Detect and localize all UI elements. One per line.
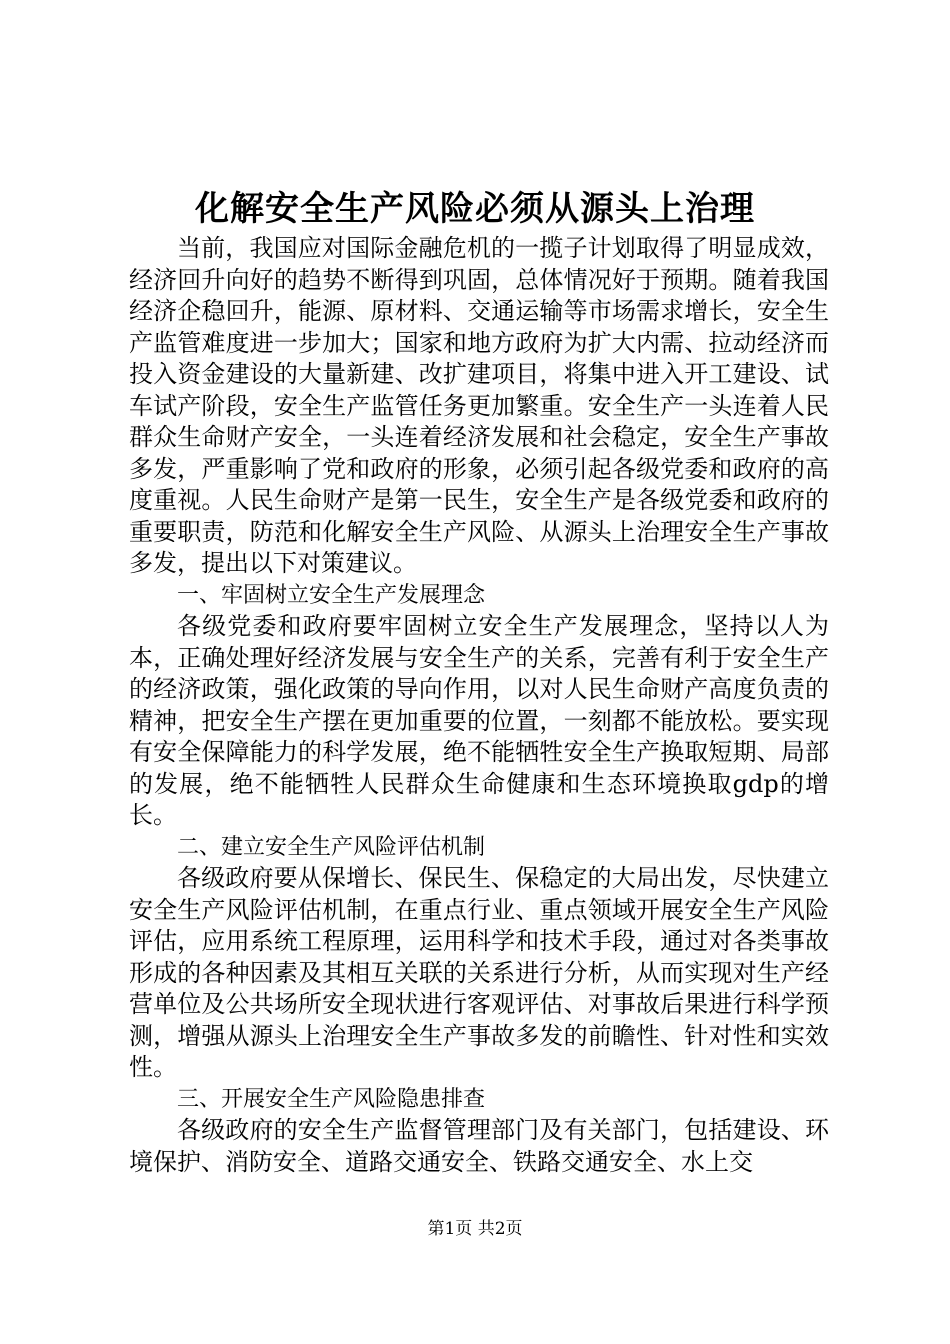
page-number-footer: 第1页 共2页 [427,1219,523,1239]
paragraph-intro: 当前，我国应对国际金融危机的一揽子计划取得了明显成效，经济回升向好的趋势不断得到巩固，总体情况好于预期。随着我国经济企稳回升，能源、原材料、交通运输等市场需求增长，安全生产监管难度进一步加大；国家和地方政府为扩大内需、拉动经济而投入资金建设的大量新建、改扩建项目，将集中进入开工建设、试车试产阶段，安全生产监管任务更加繁重。安全生产一头连着人民群众生命财产安全，一头连着经济发展和社会稳定，安全生产事故多发，严重影响了党和政府的形象，必须引起各级党委和政府的高度重视。人民生命财产是第一民生，安全生产是各级党委和政府的重要职责，防范和化解安全生产风险、从源头上治理安全生产事故多发，提出以下对策建议。 [129,234,829,577]
section-heading-1: 一、牢固树立安全生产发展理念 [177,582,486,608]
section-heading-3: 三、开展安全生产风险隐患排查 [177,1086,486,1112]
paragraph-section-3: 各级政府的安全生产监督管理部门及有关部门，包括建设、环境保护、消防安全、道路交通安全、铁路交通安全、水上交 [129,1116,829,1176]
document-body [129,233,829,1178]
paragraph-section-1: 各级党委和政府要牢固树立安全生产发展理念，坚持以人为本，正确处理好经济发展与安全生产的关系，完善有利于安全生产的经济政策，强化政策的导向作用，以对人民生命财产高度负责的精神，把安全生产摆在更加重要的位置，一刻都不能放松。要实现有安全保障能力的科学发展，绝不能牺牲安全生产换取短期、局部的发展，绝不能牺牲人民群众生命健康和生态环境换取gdp的增长。 [129,612,829,829]
section-heading-2: 二、建立安全生产风险评估机制 [177,834,486,860]
paragraph-section-2: 各级政府要从保增长、保民生、保稳定的大局出发，尽快建立安全生产风险评估机制，在重点行业、重点领域开展安全生产风险评估，应用系统工程原理，运用科学和技术手段，通过对各类事故形成的各种因素及其相互关联的关系进行分析，从而实现对生产经营单位及公共场所安全现状进行客观评估、对事故后果进行科学预测，增强从源头上治理安全生产事故多发的前瞻性、针对性和实效性。 [129,864,829,1081]
document-title: 化解安全生产风险必须从源头上治理 [195,189,755,229]
